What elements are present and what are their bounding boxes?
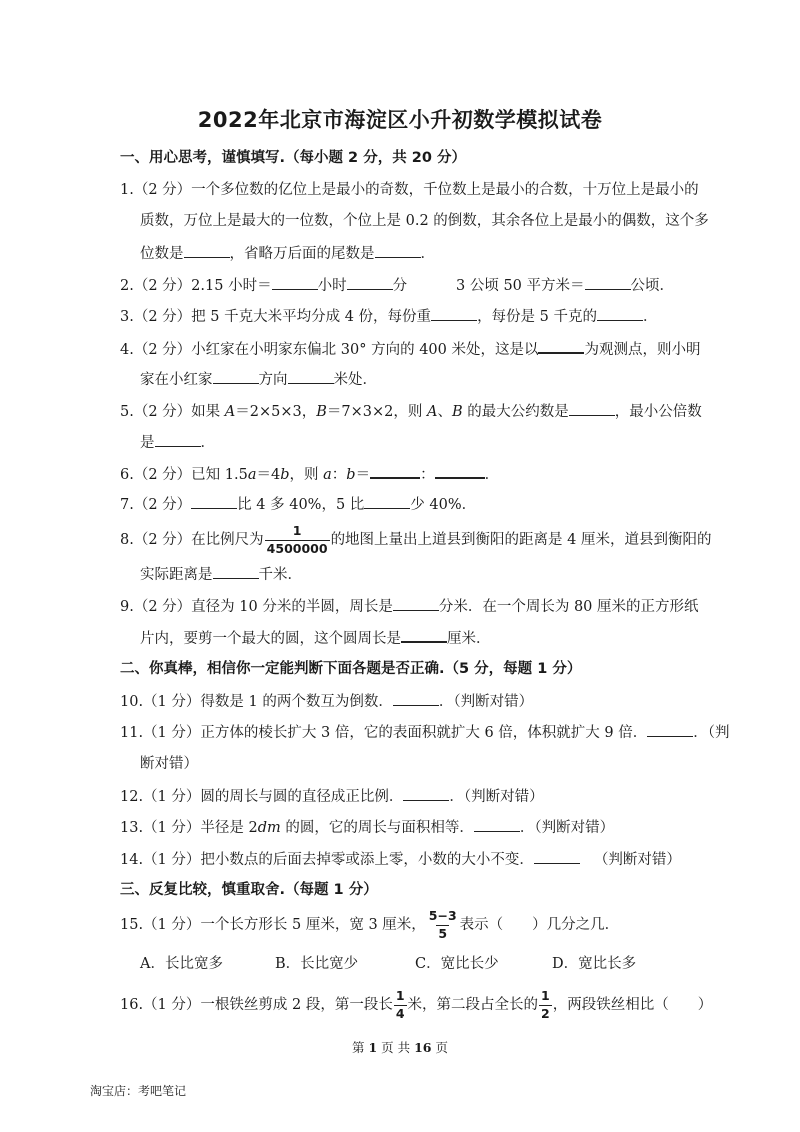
question-4-line-2 — [140, 369, 377, 390]
question-2-text: 3 公顷 50 平方米＝ — [456, 278, 585, 294]
question-4-text: 方向 — [258, 372, 288, 388]
answer-blank[interactable] — [213, 369, 259, 384]
question-7-text: 少 40%． — [410, 497, 477, 513]
answer-blank[interactable] — [347, 275, 393, 290]
answer-blank[interactable] — [375, 243, 421, 258]
question-8-text: 的地图上量出上道县到衡阳的距离是 4 厘米，道县到衡阳的 — [330, 532, 712, 548]
answer-blank[interactable] — [393, 691, 439, 706]
page-number-text: 页 — [431, 1040, 448, 1055]
question-15-text: 表示（ ）几分之几． — [459, 917, 620, 933]
question-3-text: ． — [643, 309, 658, 325]
question-9-text: 分米．在一个周长为 80 厘米的正方形纸 — [438, 599, 699, 615]
question-7 — [120, 494, 476, 515]
question-9-text: 片内，要剪一个最大的圆，这个圆周长是 — [140, 631, 401, 647]
answer-blank[interactable] — [213, 564, 259, 579]
variable-a: A — [224, 404, 236, 420]
variable-b: B — [316, 404, 327, 420]
question-5-text: 、 — [437, 404, 452, 420]
question-11-line-2: 断对错） — [140, 756, 198, 772]
question-7-text: 7.（2 分） — [120, 497, 192, 513]
fraction-denominator: 5 — [438, 925, 448, 941]
question-9-text: 9.（2 分）直径为 10 分米的半圆，周长是 — [120, 599, 393, 615]
question-5-text: 的最大公约数是 — [462, 404, 569, 420]
section-3-heading: 三、反复比较，慎重取舍.（每题 1 分） — [120, 882, 378, 898]
fraction-numerator: 1 — [395, 988, 405, 1003]
question-1-text: ． — [420, 246, 435, 262]
question-14-text: （判断对错） — [593, 852, 681, 868]
question-5-line-2 — [140, 432, 215, 453]
question-4-text: 为观测点，则小明 — [584, 342, 701, 358]
answer-blank[interactable] — [585, 275, 631, 290]
question-4-text: 4.（2 分）小红家在小明家东偏北 30° 方向的 400 米处，这是以 — [120, 342, 539, 358]
fraction — [427, 910, 459, 940]
question-11-text: 11.（1 分）正方体的棱长扩大 3 倍，它的表面积就扩大 6 倍，体积就扩大 9 倍． — [120, 725, 648, 741]
question-6-text: ： — [331, 467, 347, 483]
page-number-text: 页 共 — [377, 1040, 415, 1055]
question-4-text: 米处． — [333, 372, 377, 388]
question-2-text: 小时 — [317, 278, 347, 294]
question-6-text: ，则 — [289, 467, 324, 483]
question-1-text: ，省略万后面的尾数是 — [229, 246, 375, 262]
question-8-text: 实际距离是 — [140, 567, 213, 583]
question-5-text: 5.（2 分）如果 — [120, 404, 225, 420]
question-6-text: ： — [420, 467, 435, 483]
answer-blank[interactable] — [474, 817, 520, 832]
scale-fraction — [265, 525, 330, 555]
question-1-text: 位数是 — [140, 246, 184, 262]
fraction-numerator: 5−3 — [428, 908, 457, 923]
page-number — [0, 1038, 800, 1056]
question-13 — [120, 817, 614, 838]
question-8-line-2 — [140, 564, 302, 585]
question-12 — [120, 786, 544, 807]
question-1-line-3 — [140, 243, 435, 264]
question-3 — [120, 306, 658, 327]
answer-blank[interactable] — [364, 494, 410, 509]
answer-blank[interactable] — [403, 786, 449, 801]
question-16-text: ，两段铁丝相比（ ） — [552, 997, 713, 1013]
page-number-text: 第 — [352, 1040, 369, 1055]
variable-a: a — [323, 467, 332, 483]
fraction — [539, 990, 552, 1020]
question-10-text: 10.（1 分）得数是 1 的两个数互为倒数． — [120, 694, 393, 710]
answer-blank[interactable] — [272, 275, 318, 290]
question-13-text: 的圆，它的周长与面积相等． — [280, 820, 474, 836]
question-2-text: 公顷． — [630, 278, 675, 294]
question-12-text: ．（判断对错） — [449, 789, 544, 805]
variable-b: b — [346, 467, 356, 483]
option-c[interactable]: C．宽比长少 — [415, 956, 499, 972]
answer-blank[interactable] — [155, 432, 201, 447]
fraction-denominator: 2 — [541, 1005, 550, 1021]
question-14-text: 14.（1 分）把小数点的后面去掉零或添上零，小数的大小不变． — [120, 852, 534, 868]
answer-blank[interactable] — [435, 463, 485, 479]
question-3-text: ，每份是 5 千克的 — [477, 309, 598, 325]
question-14 — [120, 849, 681, 870]
option-a[interactable]: A．长比宽多 — [140, 956, 223, 972]
question-6 — [120, 463, 499, 485]
question-16-text: 16.（1 分）一根铁丝剪成 2 段，第一段长 — [120, 997, 393, 1013]
section-1-heading: 一、用心思考，谨慎填写.（每小题 2 分，共 20 分） — [120, 150, 466, 166]
fraction — [394, 990, 407, 1020]
question-13-text: ．（判断对错） — [519, 820, 615, 836]
question-15-text: 15.（1 分）一个长方形长 5 厘米，宽 3 厘米， — [120, 917, 426, 933]
question-12-text: 12.（1 分）圆的周长与圆的直径成正比例． — [120, 789, 404, 805]
shop-note: 淘宝店：考吧笔记 — [90, 1084, 187, 1098]
answer-blank[interactable] — [401, 627, 447, 643]
fraction-numerator: 1 — [292, 523, 302, 538]
variable-b: B — [451, 404, 463, 420]
current-page: 1 — [368, 1040, 378, 1055]
question-8-text: 8.（2 分）在比例尺为 — [120, 532, 264, 548]
answer-blank[interactable] — [534, 849, 580, 864]
answer-blank[interactable] — [288, 369, 334, 384]
fraction-numerator: 1 — [541, 988, 550, 1003]
question-8-line-1 — [120, 522, 712, 558]
question-6-text: ． — [484, 467, 500, 483]
question-6-text: 6.（2 分）已知 1.5 — [120, 467, 248, 483]
answer-blank[interactable] — [431, 306, 477, 321]
question-9-line-2 — [140, 627, 491, 649]
question-1-line-2: 质数，万位上是最大的一位数，个位上是 0.2 的倒数，其余各位上是最小的偶数，这个多 — [140, 213, 709, 229]
question-2-part-2 — [456, 275, 674, 296]
variable-a: A — [427, 404, 438, 420]
question-5-text: 是 — [140, 435, 155, 451]
question-2 — [120, 275, 680, 296]
question-9-text: 厘米． — [447, 631, 491, 647]
variable-b: b — [280, 467, 290, 483]
section-2-heading: 二、你真棒，相信你一定能判断下面各题是否正确.（5 分，每题 1 分） — [120, 661, 582, 677]
question-5-text: ＝2×5×3， — [235, 404, 317, 420]
variable-a: a — [247, 467, 257, 483]
question-5-text: ． — [200, 435, 215, 451]
question-5-text: ＝7×3×2，则 — [326, 404, 427, 420]
question-15 — [120, 906, 619, 944]
question-5-text: ，最小公倍数 — [614, 404, 702, 420]
option-d[interactable]: D．宽比长多 — [552, 956, 637, 972]
question-1-line-1: 1.（2 分）一个多位数的亿位上是最小的奇数，千位数上是最小的合数，十万位上是最小的 — [120, 182, 699, 198]
answer-blank[interactable] — [647, 722, 693, 737]
question-8-text: 千米． — [258, 567, 302, 583]
question-16 — [120, 986, 712, 1024]
unit-dm: dm — [257, 820, 281, 836]
answer-blank[interactable] — [569, 401, 615, 416]
question-2-text: 分 — [392, 278, 408, 294]
question-10 — [120, 691, 533, 712]
question-3-text: 3.（2 分）把 5 千克大米平均分成 4 份，每份重 — [120, 309, 432, 325]
fraction-denominator: 4 — [395, 1005, 405, 1021]
answer-blank[interactable] — [184, 243, 230, 258]
question-6-text: ＝4 — [256, 467, 281, 483]
answer-blank[interactable] — [393, 596, 439, 611]
page-title: 2022年北京市海淀区小升初数学模拟试卷 — [197, 108, 603, 132]
answer-blank[interactable] — [538, 338, 584, 354]
question-2-text: 2.（2 分）2.15 小时＝ — [120, 278, 272, 294]
question-13-text: 13.（1 分）半径是 2 — [120, 820, 258, 836]
answer-blank[interactable] — [597, 306, 643, 321]
question-10-text: ．（判断对错） — [438, 694, 534, 710]
total-pages: 16 — [414, 1040, 432, 1055]
question-11-line-1 — [120, 722, 729, 743]
answer-blank[interactable] — [191, 494, 237, 509]
question-11-text: ．（判 — [693, 725, 730, 741]
question-16-text: 米，第二段占全长的 — [407, 997, 539, 1013]
question-4-line-1 — [120, 338, 700, 360]
option-b[interactable]: B．长比宽少 — [275, 956, 359, 972]
answer-blank[interactable] — [370, 463, 420, 479]
question-7-text: 比 4 多 40%，5 比 — [237, 497, 365, 513]
question-4-text: 家在小红家 — [140, 372, 213, 388]
question-5-line-1 — [120, 401, 702, 422]
question-9-line-1 — [120, 596, 699, 617]
fraction-denominator: 4500000 — [266, 540, 328, 556]
question-6-text: ＝ — [355, 467, 371, 483]
